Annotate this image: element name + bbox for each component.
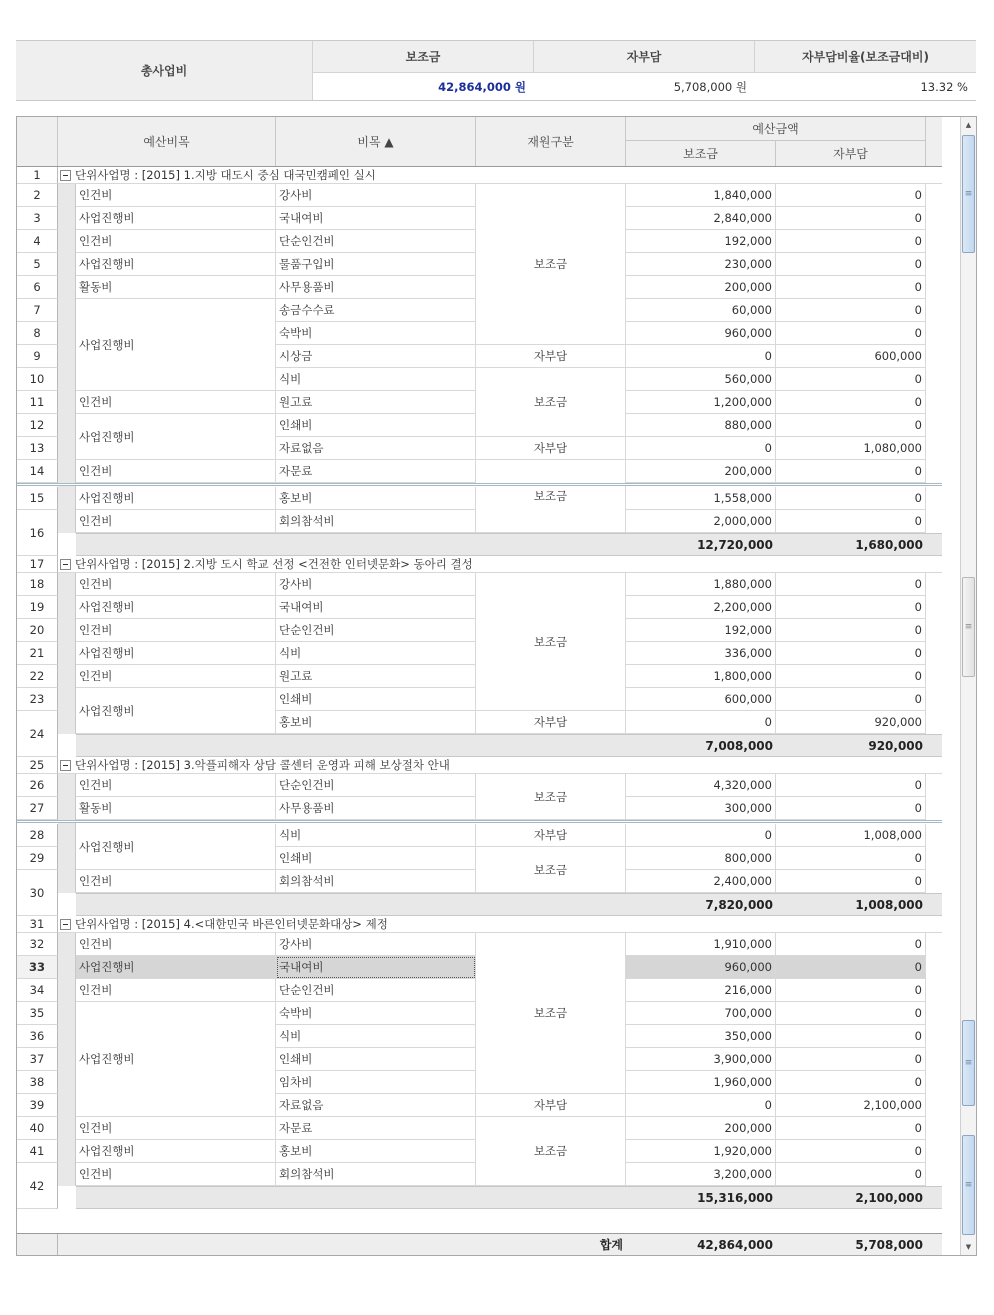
cell-self[interactable]: 0 — [776, 1048, 926, 1071]
column-header-budget: 예산금액 — [626, 117, 926, 141]
row-number: 38 — [17, 1071, 58, 1094]
cell-self[interactable]: 2,100,000 — [776, 1094, 926, 1117]
cell-subitem[interactable]: 식비 — [276, 642, 476, 665]
row-number: 5 — [17, 253, 58, 276]
cell-source[interactable]: 자부담 — [476, 345, 626, 368]
row-number: 12 — [17, 414, 58, 437]
cell-self[interactable]: 0 — [776, 368, 926, 391]
row-number: 8 — [17, 322, 58, 345]
row-number: 33 — [17, 956, 58, 979]
row-number: 19 — [17, 596, 58, 619]
cell-item[interactable]: 인건비 — [76, 391, 276, 414]
column-header-source[interactable]: 재원구분 — [476, 117, 626, 166]
row-number: 40 — [17, 1117, 58, 1140]
row-number: 14 — [17, 460, 58, 483]
cell-source[interactable]: 자부담 — [476, 1094, 626, 1117]
cell-subitem[interactable]: 인쇄비 — [276, 688, 476, 711]
cell-self[interactable]: 0 — [776, 642, 926, 665]
grand-total-subsidy: 42,864,000 — [697, 1237, 773, 1252]
cell-subsidy[interactable]: 2,840,000 — [626, 207, 776, 230]
row-number: 26 — [17, 774, 58, 797]
cell-self[interactable]: 0 — [776, 207, 926, 230]
cell-subsidy[interactable]: 800,000 — [626, 847, 776, 870]
cell-source[interactable]: 자부담 — [476, 824, 626, 847]
subtotal-self: 1,008,000 — [855, 897, 923, 912]
collapse-toggle-icon[interactable] — [60, 559, 71, 570]
group-header-row[interactable] — [58, 167, 942, 184]
cell-item[interactable]: 활동비 — [76, 797, 276, 820]
cell-self[interactable]: 0 — [776, 391, 926, 414]
cell-subsidy[interactable]: 1,910,000 — [626, 933, 776, 956]
grand-total-label: 합계 — [599, 1238, 623, 1252]
cell-subitem[interactable]: 강사비 — [276, 933, 476, 956]
cell-self[interactable]: 0 — [776, 414, 926, 437]
row-number: 2 — [17, 184, 58, 207]
cell-source[interactable]: 보조금 — [476, 847, 626, 893]
collapse-toggle-icon[interactable] — [60, 760, 71, 771]
cell-item[interactable]: 인건비 — [76, 933, 276, 956]
cell-item[interactable]: 사업진행비 — [76, 688, 276, 734]
group-header-row[interactable] — [58, 757, 942, 774]
cell-subsidy[interactable]: 1,558,000 — [626, 487, 776, 510]
cell-subsidy[interactable]: 300,000 — [626, 797, 776, 820]
row-number: 37 — [17, 1048, 58, 1071]
cell-subsidy[interactable]: 192,000 — [626, 619, 776, 642]
column-header-subitem[interactable]: 비목 ▲ — [276, 117, 476, 166]
row-number: 32 — [17, 933, 58, 956]
row-number: 29 — [17, 847, 58, 870]
subtotal-subsidy: 15,316,000 — [697, 1190, 773, 1205]
cell-self[interactable]: 0 — [776, 487, 926, 510]
group-indent — [58, 774, 76, 893]
summary-header-self: 자부담 — [534, 41, 755, 73]
cell-self[interactable]: 0 — [776, 774, 926, 797]
cell-subsidy[interactable]: 200,000 — [626, 1117, 776, 1140]
row-number: 16 — [17, 510, 58, 556]
cell-self[interactable]: 0 — [776, 573, 926, 596]
subtotal-row — [76, 893, 942, 916]
row-number: 23 — [17, 688, 58, 711]
cell-subitem[interactable]: 식비 — [276, 1025, 476, 1048]
cell-subsidy[interactable]: 60,000 — [626, 299, 776, 322]
cell-self[interactable]: 0 — [776, 979, 926, 1002]
cell-subsidy[interactable]: 2,000,000 — [626, 510, 776, 533]
cell-subitem[interactable]: 원고료 — [276, 391, 476, 414]
group-title: [2015] 3.악플피해자 상담 콜센터 운영과 피해 보상절차 안내 — [141, 758, 450, 772]
cell-source[interactable]: 보조금 — [476, 460, 626, 533]
row-number: 21 — [17, 642, 58, 665]
column-header-item[interactable]: 예산비목 — [58, 117, 276, 166]
row-number: 13 — [17, 437, 58, 460]
cell-item[interactable]: 사업진행비 — [76, 414, 276, 460]
cell-subsidy[interactable]: 1,920,000 — [626, 1140, 776, 1163]
collapse-toggle-icon[interactable] — [60, 919, 71, 930]
cell-subsidy[interactable]: 2,400,000 — [626, 870, 776, 893]
cell-source[interactable]: 자부담 — [476, 711, 626, 734]
cell-subitem[interactable]: 자문료 — [276, 460, 476, 483]
cell-subsidy[interactable]: 0 — [626, 711, 776, 734]
cell-source[interactable]: 보조금 — [476, 184, 626, 345]
cell-self[interactable]: 0 — [776, 510, 926, 533]
row-number: 28 — [17, 824, 58, 847]
cell-subitem[interactable]: 홍보비 — [276, 487, 476, 510]
cell-subsidy[interactable]: 1,960,000 — [626, 1071, 776, 1094]
cell-subitem[interactable]: 자료없음 — [276, 437, 476, 460]
cell-self[interactable]: 1,008,000 — [776, 824, 926, 847]
scroll-thumb-2[interactable]: ≡ — [962, 577, 975, 677]
row-number: 3 — [17, 207, 58, 230]
cell-self[interactable]: 0 — [776, 797, 926, 820]
cell-subitem[interactable]: 강사비 — [276, 573, 476, 596]
group-header-row[interactable] — [58, 556, 942, 573]
group-indent — [58, 933, 76, 1186]
cell-subsidy[interactable]: 1,840,000 — [626, 184, 776, 207]
cell-subsidy[interactable]: 880,000 — [626, 414, 776, 437]
cell-subitem[interactable]: 자문료 — [276, 1117, 476, 1140]
row-number: 17 — [17, 556, 58, 573]
cell-source[interactable]: 보조금 — [476, 573, 626, 711]
cell-item[interactable]: 인건비 — [76, 230, 276, 253]
cell-item[interactable]: 인건비 — [76, 619, 276, 642]
row-number: 36 — [17, 1025, 58, 1048]
cell-subitem[interactable]: 단순인건비 — [276, 230, 476, 253]
row-number: 18 — [17, 573, 58, 596]
cell-subsidy[interactable]: 1,200,000 — [626, 391, 776, 414]
cell-subitem[interactable]: 단순인건비 — [276, 619, 476, 642]
column-header-subsidy[interactable]: 보조금 — [626, 141, 776, 166]
cell-subitem[interactable]: 원고료 — [276, 665, 476, 688]
row-number-header — [17, 117, 58, 166]
cell-subsidy[interactable]: 1,800,000 — [626, 665, 776, 688]
cell-self[interactable]: 0 — [776, 322, 926, 345]
cell-subsidy[interactable]: 0 — [626, 824, 776, 847]
pane-split — [17, 820, 942, 823]
grand-total-self: 5,708,000 — [855, 1237, 923, 1252]
cell-self[interactable]: 0 — [776, 184, 926, 207]
group-indent — [58, 573, 76, 734]
cell-item[interactable]: 인건비 — [76, 184, 276, 207]
row-number: 35 — [17, 1002, 58, 1025]
subtotal-row — [76, 1186, 942, 1209]
cell-source[interactable]: 보조금 — [476, 774, 626, 820]
cell-item[interactable]: 사업진행비 — [76, 487, 276, 510]
grand-total-row — [17, 1233, 942, 1255]
cell-subitem[interactable]: 강사비 — [276, 184, 476, 207]
row-number: 22 — [17, 665, 58, 688]
cell-self[interactable]: 920,000 — [776, 711, 926, 734]
cell-subitem[interactable]: 물품구입비 — [276, 253, 476, 276]
subtotal-row — [76, 734, 942, 757]
cell-item[interactable]: 사업진행비 — [76, 824, 276, 870]
row-number: 27 — [17, 797, 58, 820]
cell-subitem[interactable]: 회의참석비 — [276, 1163, 476, 1186]
cell-subitem[interactable]: 식비 — [276, 824, 476, 847]
cell-subsidy[interactable]: 960,000 — [626, 322, 776, 345]
cell-item[interactable]: 활동비 — [76, 276, 276, 299]
cell-subitem[interactable]: 인쇄비 — [276, 847, 476, 870]
subtotal-subsidy: 12,720,000 — [697, 537, 773, 552]
cell-self[interactable]: 0 — [776, 933, 926, 956]
cell-self[interactable]: 0 — [776, 1163, 926, 1186]
subtotal-subsidy: 7,008,000 — [705, 738, 773, 753]
cell-subitem[interactable]: 식비 — [276, 368, 476, 391]
row-number: 10 — [17, 368, 58, 391]
subtotal-self: 2,100,000 — [855, 1190, 923, 1205]
row-number: 15 — [17, 487, 58, 510]
row-number: 24 — [17, 711, 58, 757]
cell-self[interactable]: 0 — [776, 688, 926, 711]
cell-item[interactable]: 사업진행비 — [76, 299, 276, 391]
row-number: 25 — [17, 757, 58, 774]
grid-body — [17, 167, 942, 1255]
cell-item[interactable]: 인건비 — [76, 665, 276, 688]
group-prefix: 단위사업명 : — [75, 758, 142, 772]
grid-header — [17, 117, 942, 167]
row-number: 34 — [17, 979, 58, 1002]
cell-self[interactable]: 0 — [776, 665, 926, 688]
cell-subitem[interactable]: 단순인건비 — [276, 979, 476, 1002]
cell-subsidy[interactable]: 960,000 — [626, 956, 776, 979]
cell-subsidy[interactable]: 4,320,000 — [626, 774, 776, 797]
cell-subitem[interactable]: 인쇄비 — [276, 1048, 476, 1071]
summary-label: 총사업비 — [16, 41, 313, 100]
cell-subsidy[interactable]: 336,000 — [626, 642, 776, 665]
cell-subsidy[interactable]: 230,000 — [626, 253, 776, 276]
cell-item[interactable]: 인건비 — [76, 460, 276, 483]
column-header-self[interactable]: 자부담 — [776, 141, 926, 166]
cell-subitem[interactable]: 사무용품비 — [276, 797, 476, 820]
subtotal-self: 1,680,000 — [855, 537, 923, 552]
cell-subitem[interactable]: 국내여비 — [276, 956, 476, 979]
cell-item[interactable]: 사업진행비 — [76, 1140, 276, 1163]
group-prefix: 단위사업명 : — [75, 168, 142, 182]
cell-subsidy[interactable]: 216,000 — [626, 979, 776, 1002]
cell-subsidy[interactable]: 0 — [626, 437, 776, 460]
summary-value-ratio: 13.32 % — [920, 79, 968, 94]
subtotal-self: 920,000 — [868, 738, 923, 753]
scroll-thumb-3[interactable]: ≡ — [962, 1020, 975, 1106]
group-indent — [58, 184, 76, 533]
scroll-up-arrow-icon[interactable]: ▲ — [965, 121, 972, 129]
cell-self[interactable]: 0 — [776, 847, 926, 870]
scroll-thumb-4[interactable]: ≡ — [962, 1135, 975, 1235]
cell-item[interactable]: 사업진행비 — [76, 253, 276, 276]
cell-subsidy[interactable]: 3,900,000 — [626, 1048, 776, 1071]
scroll-down-arrow-icon[interactable]: ▼ — [965, 1243, 972, 1251]
cell-subsidy[interactable]: 1,880,000 — [626, 573, 776, 596]
cell-subsidy[interactable]: 350,000 — [626, 1025, 776, 1048]
summary-header-ratio: 자부담비율(보조금대비) — [755, 41, 976, 73]
summary-value-self: 5,708,000 원 — [673, 79, 747, 94]
cell-source[interactable]: 보조금 — [476, 1117, 626, 1186]
cell-self[interactable]: 0 — [776, 1002, 926, 1025]
cell-subitem[interactable]: 임차비 — [276, 1071, 476, 1094]
cell-self[interactable]: 0 — [776, 253, 926, 276]
cell-item[interactable]: 사업진행비 — [76, 207, 276, 230]
row-number: 42 — [17, 1163, 58, 1209]
cell-subitem[interactable]: 송금수수료 — [276, 299, 476, 322]
group-prefix: 단위사업명 : — [75, 557, 142, 571]
summary-header-subsidy: 보조금 — [313, 41, 534, 73]
cell-item[interactable]: 인건비 — [76, 979, 276, 1002]
group-title: [2015] 2.지방 도시 학교 선정 <건전한 인터넷문화> 동아리 결성 — [141, 557, 473, 571]
cell-item[interactable]: 인건비 — [76, 573, 276, 596]
cell-self[interactable]: 0 — [776, 596, 926, 619]
cell-subitem[interactable]: 시상금 — [276, 345, 476, 368]
cell-self[interactable]: 0 — [776, 299, 926, 322]
cell-item[interactable]: 사업진행비 — [76, 956, 276, 979]
cell-subitem[interactable]: 회의참석비 — [276, 510, 476, 533]
vertical-scrollbar[interactable] — [960, 117, 976, 1255]
cell-source[interactable]: 보조금 — [476, 368, 626, 437]
group-title: [2015] 1.지방 대도시 중심 대국민캠페인 실시 — [141, 168, 376, 182]
cell-item[interactable]: 인건비 — [76, 510, 276, 533]
cell-subitem[interactable]: 인쇄비 — [276, 414, 476, 437]
row-number: 4 — [17, 230, 58, 253]
cell-self[interactable]: 0 — [776, 1117, 926, 1140]
cell-self[interactable]: 600,000 — [776, 345, 926, 368]
cell-self[interactable]: 0 — [776, 460, 926, 483]
cell-subitem[interactable]: 사무용품비 — [276, 276, 476, 299]
cell-subsidy[interactable]: 200,000 — [626, 460, 776, 483]
cell-subitem[interactable]: 국내여비 — [276, 207, 476, 230]
group-header-row[interactable] — [58, 916, 942, 933]
cell-subsidy[interactable]: 600,000 — [626, 688, 776, 711]
cell-subitem[interactable]: 회의참석비 — [276, 870, 476, 893]
cell-subsidy[interactable]: 560,000 — [626, 368, 776, 391]
cell-subitem[interactable]: 자료없음 — [276, 1094, 476, 1117]
cell-self[interactable]: 0 — [776, 1071, 926, 1094]
cell-item[interactable]: 인건비 — [76, 774, 276, 797]
row-number: 6 — [17, 276, 58, 299]
cell-source[interactable]: 보조금 — [476, 933, 626, 1094]
scroll-thumb[interactable]: ≡ — [962, 135, 975, 253]
cell-item[interactable]: 사업진행비 — [76, 642, 276, 665]
cell-subitem[interactable]: 숙박비 — [276, 322, 476, 345]
row-number: 39 — [17, 1094, 58, 1117]
row-number: 9 — [17, 345, 58, 368]
row-number: 30 — [17, 870, 58, 916]
cell-subitem[interactable]: 단순인건비 — [276, 774, 476, 797]
cell-self[interactable]: 0 — [776, 230, 926, 253]
cell-item[interactable]: 사업진행비 — [76, 596, 276, 619]
group-title: [2015] 4.<대한민국 바른인터넷문화대상> 제정 — [141, 917, 388, 931]
row-number: 41 — [17, 1140, 58, 1163]
cell-subsidy[interactable]: 200,000 — [626, 276, 776, 299]
cell-subitem[interactable]: 홍보비 — [276, 711, 476, 734]
cell-subsidy[interactable]: 3,200,000 — [626, 1163, 776, 1186]
row-number: 31 — [17, 916, 58, 933]
row-number: 20 — [17, 619, 58, 642]
pane-split — [17, 483, 942, 486]
collapse-toggle-icon[interactable] — [60, 170, 71, 181]
summary-value-subsidy: 42,864,000 원 — [438, 79, 526, 94]
cell-self[interactable]: 0 — [776, 1140, 926, 1163]
budget-summary — [16, 40, 976, 101]
row-number: 7 — [17, 299, 58, 322]
cell-source[interactable]: 자부담 — [476, 437, 626, 460]
subtotal-row — [76, 533, 942, 556]
cell-subsidy[interactable]: 700,000 — [626, 1002, 776, 1025]
cell-self[interactable]: 0 — [776, 870, 926, 893]
row-number: 11 — [17, 391, 58, 414]
cell-subitem[interactable]: 숙박비 — [276, 1002, 476, 1025]
cell-item[interactable]: 인건비 — [76, 870, 276, 893]
group-prefix: 단위사업명 : — [75, 917, 142, 931]
cell-subitem[interactable]: 홍보비 — [276, 1140, 476, 1163]
cell-item[interactable]: 인건비 — [76, 1117, 276, 1140]
cell-self[interactable]: 0 — [776, 1025, 926, 1048]
cell-subsidy[interactable]: 0 — [626, 345, 776, 368]
cell-item[interactable]: 사업진행비 — [76, 1002, 276, 1117]
cell-self[interactable]: 0 — [776, 956, 926, 979]
cell-item[interactable]: 인건비 — [76, 1163, 276, 1186]
cell-self[interactable]: 1,080,000 — [776, 437, 926, 460]
cell-subsidy[interactable]: 2,200,000 — [626, 596, 776, 619]
cell-self[interactable]: 0 — [776, 276, 926, 299]
cell-subsidy[interactable]: 192,000 — [626, 230, 776, 253]
cell-self[interactable]: 0 — [776, 619, 926, 642]
row-number: 1 — [17, 167, 58, 184]
cell-subitem[interactable]: 국내여비 — [276, 596, 476, 619]
subtotal-subsidy: 7,820,000 — [705, 897, 773, 912]
cell-subsidy[interactable]: 0 — [626, 1094, 776, 1117]
budget-grid[interactable] — [16, 116, 977, 1256]
